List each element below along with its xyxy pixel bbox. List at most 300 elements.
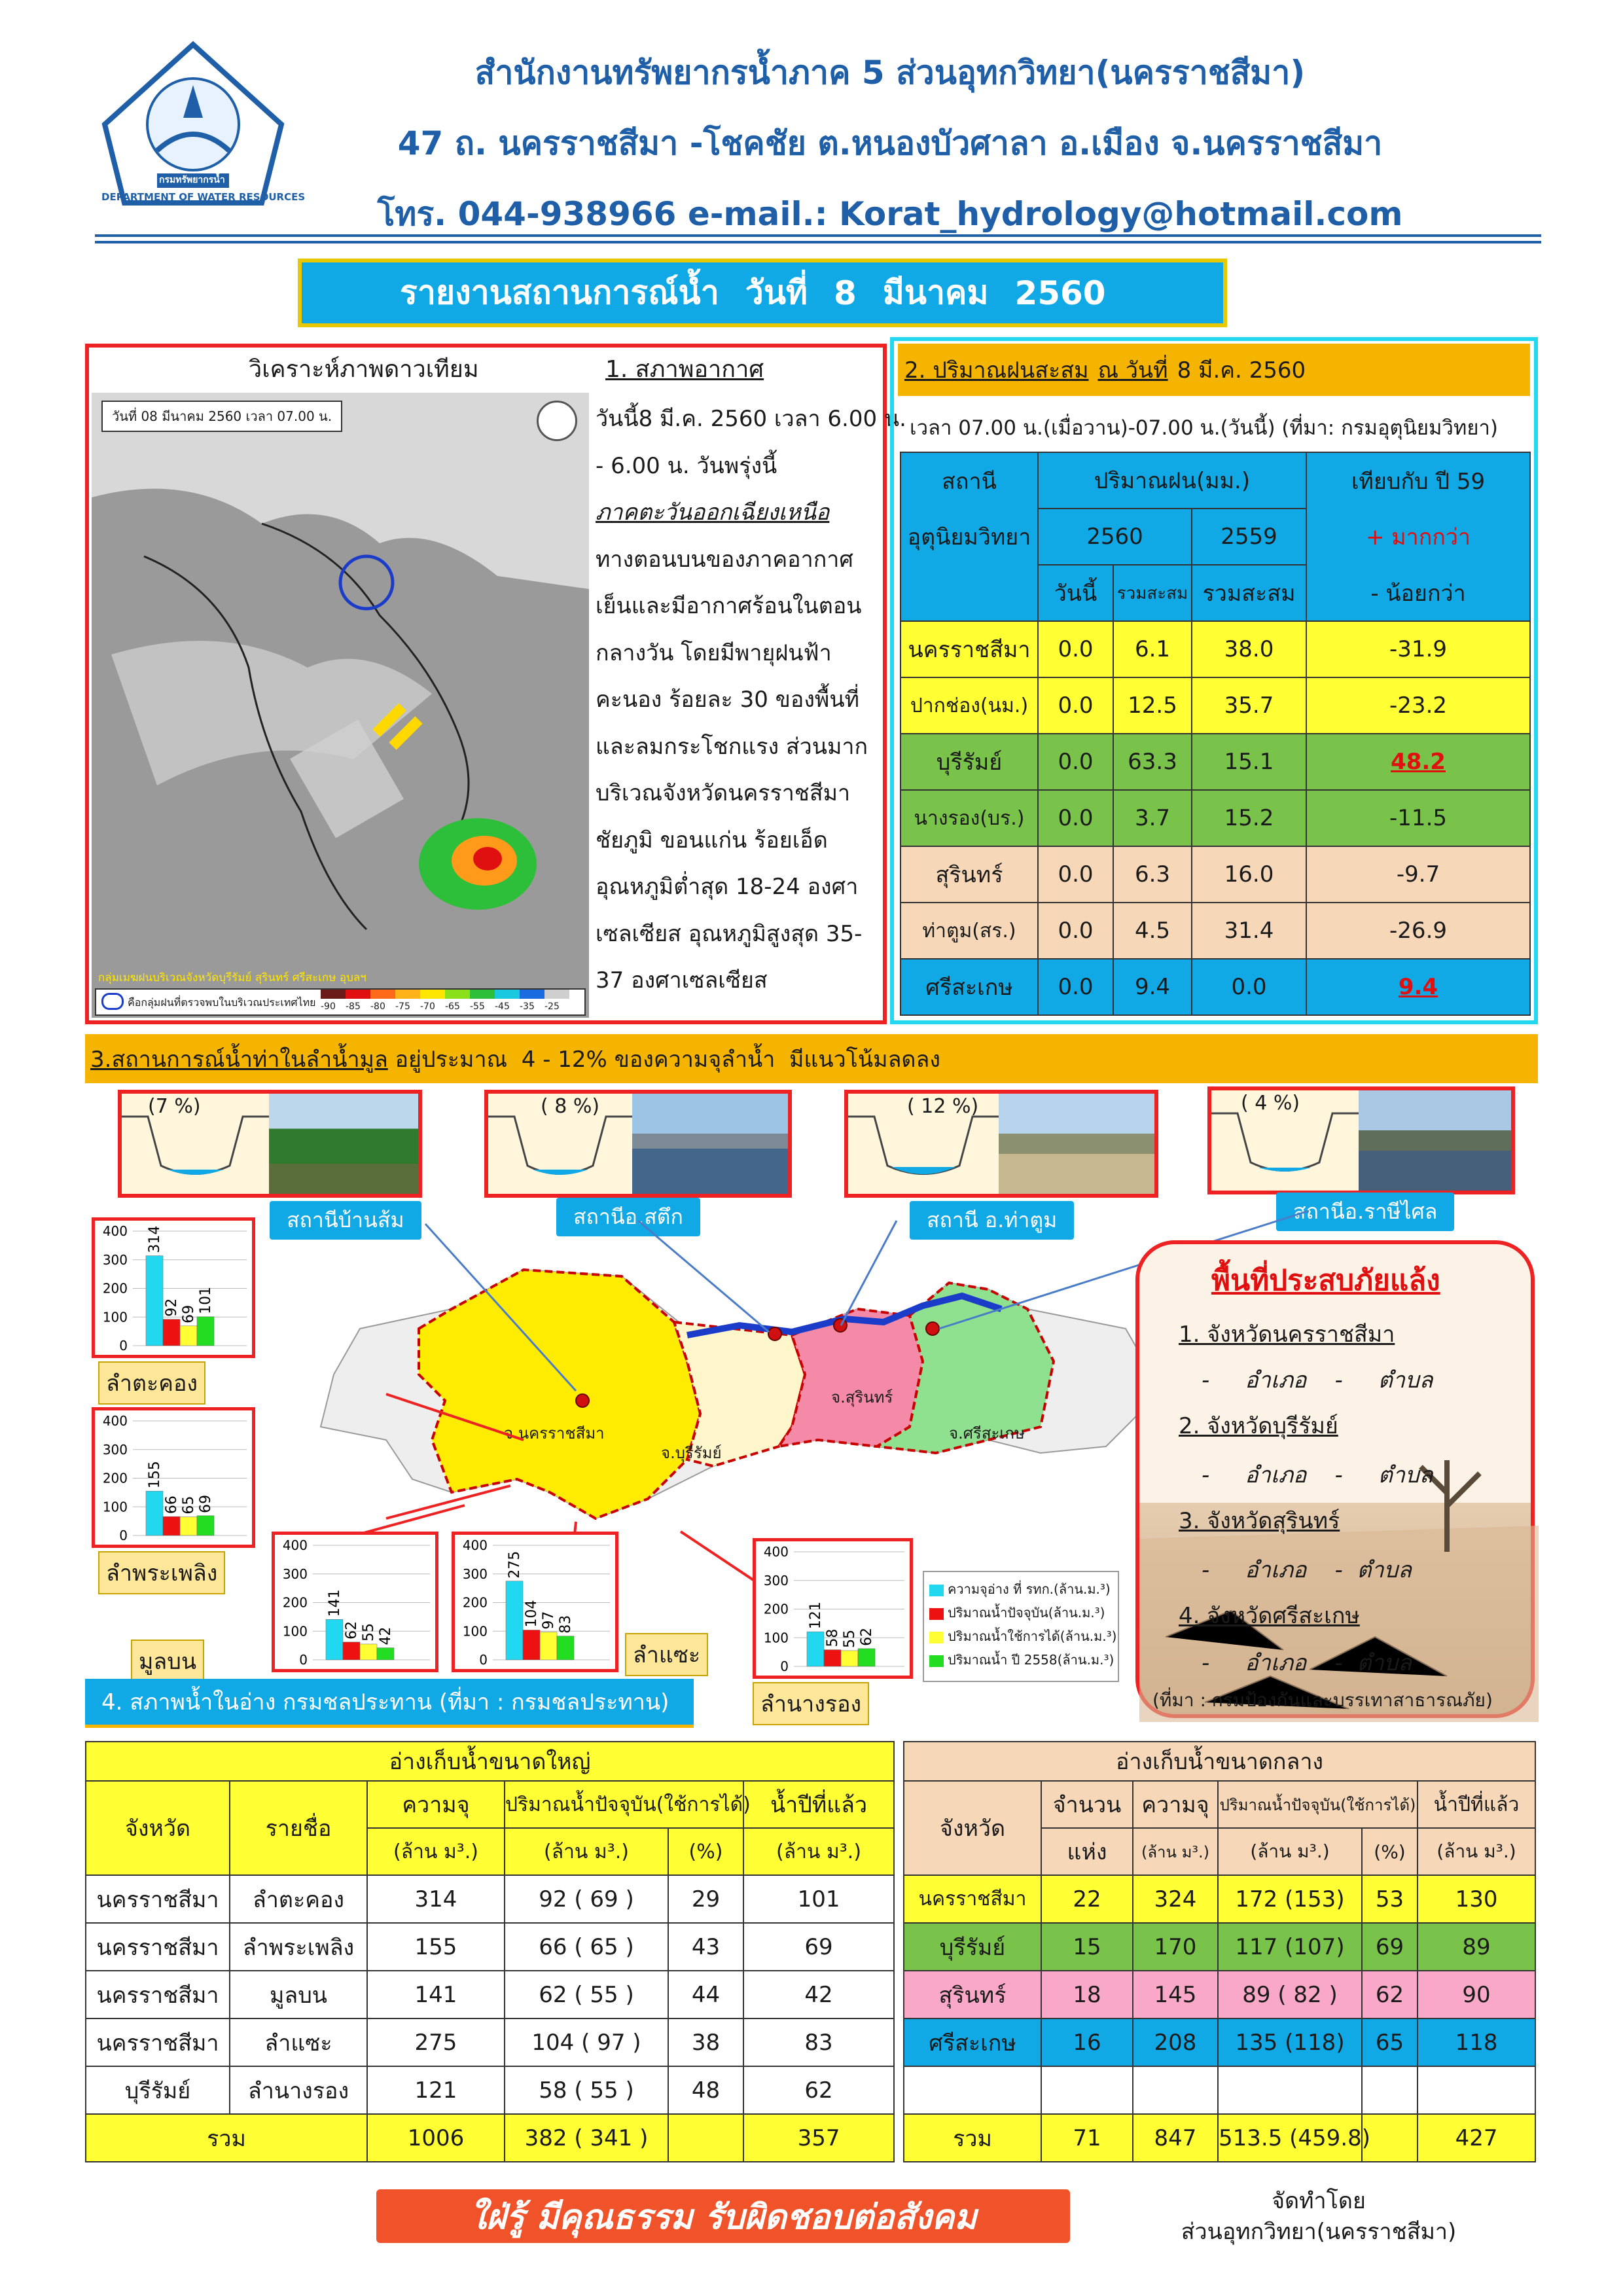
cell-usable: 55 — [590, 1981, 618, 2008]
rain-station: นครราชสีมา — [901, 621, 1038, 677]
y-tick-label: 100 — [102, 1499, 128, 1515]
weather-line: บริเวณจังหวัดนครราชสีมา — [596, 780, 851, 806]
medium-empty-row — [904, 2066, 1535, 2114]
bar-value-label: 104 — [524, 1600, 540, 1628]
legend-swatch — [929, 1655, 944, 1667]
h-less: - น้อยกว่า — [1306, 565, 1530, 621]
bar — [197, 1516, 214, 1535]
cell-last: 90 — [1418, 1971, 1535, 2018]
medium-row — [904, 1923, 1535, 1971]
y-tick-label: 0 — [780, 1659, 789, 1674]
rain-station: ปากช่อง(นม.) — [901, 677, 1038, 734]
station-name: สถานี อ.ท่าตูม — [910, 1201, 1074, 1240]
map-label: จ.สุรินทร์ — [831, 1388, 893, 1407]
h-name: รายชื่อ — [230, 1781, 367, 1875]
cell-usable: 65 — [590, 1933, 618, 1960]
large-total — [86, 2114, 894, 2162]
rain-diff: -9.7 — [1306, 846, 1530, 903]
cell-cap: 145 — [1133, 1971, 1218, 2018]
rain-today: 0.0 — [1038, 677, 1113, 734]
rain-prev: 15.2 — [1192, 790, 1306, 846]
y-tick-label: 300 — [462, 1566, 488, 1582]
rain-station: บุรีรัมย์ — [901, 734, 1038, 790]
cell-pct: 48 — [668, 2066, 743, 2114]
total-vol: 513.5 — [1219, 2125, 1283, 2151]
y-tick-label: 400 — [282, 1537, 308, 1553]
rain-today: 0.0 — [1038, 959, 1113, 1015]
rain-station: ท่าตูม(สร.) — [901, 903, 1038, 959]
total-last: 427 — [1418, 2114, 1535, 2162]
cell-name: ลำนางรอง — [230, 2066, 367, 2114]
h-prov: จังหวัด — [904, 1781, 1041, 1875]
y-tick-label: 300 — [102, 1441, 128, 1458]
total-cap: 847 — [1133, 2114, 1218, 2162]
h-station: สถานี — [901, 452, 1038, 509]
station-pct: ( 8 %) — [541, 1095, 600, 1118]
map-label: จ.บุรีรัมย์ — [661, 1444, 722, 1462]
cell-cur: 66 ( 65 ) — [505, 1923, 668, 1971]
cell-last: 89 — [1418, 1923, 1535, 1971]
h-unit: (ล้าน ม³.) — [367, 1828, 505, 1875]
cell-pct: 62 — [1362, 1971, 1418, 2018]
bar-value-label: 275 — [507, 1551, 523, 1579]
total-cur: 513.5 (459.8) — [1218, 2114, 1362, 2162]
cell-cap: 121 — [367, 2066, 505, 2114]
large-row — [86, 1875, 894, 1923]
medium-row — [904, 1971, 1535, 2018]
large-row — [86, 1923, 894, 1971]
h-more: + มากกว่า — [1306, 509, 1530, 565]
bar-chart-lamphraphloeng — [92, 1407, 255, 1548]
rain-cum: 9.4 — [1113, 959, 1192, 1015]
rain-prev: 31.4 — [1192, 903, 1306, 959]
y-tick-label: 0 — [119, 1528, 128, 1543]
cell-cur: 58 ( 55 ) — [505, 2066, 668, 2114]
cell-usable: 82 — [1293, 1981, 1322, 2008]
scale-label: -80 — [370, 1001, 385, 1012]
logo-th: กรมทรัพยากรน้ำ — [159, 175, 225, 185]
legend-label: ปริมาณน้ำปัจจุบัน(ล้าน.ม.³) — [948, 1605, 1105, 1621]
y-tick-label: 300 — [102, 1251, 128, 1268]
rain-diff: -23.2 — [1306, 677, 1530, 734]
station-pct: ( 4 %) — [1241, 1092, 1300, 1115]
empty-cell — [904, 2066, 1041, 2114]
cell-pct: 38 — [668, 2018, 743, 2066]
weather-line: 37 องศาเซลเซียส — [596, 967, 768, 994]
total-num: 71 — [1041, 2114, 1133, 2162]
bar — [146, 1491, 163, 1535]
bar-value-label: 69 — [181, 1304, 197, 1323]
map-label: จ.นครราชสีมา — [504, 1424, 605, 1443]
total-cap: 1006 — [367, 2114, 505, 2162]
rain-today: 0.0 — [1038, 734, 1113, 790]
bar-value-label: 62 — [344, 1621, 360, 1640]
cell-prov: นครราชสีมา — [86, 2018, 230, 2066]
total-vol: 382 — [524, 2125, 567, 2151]
cell-cur: 172 (153) — [1218, 1875, 1362, 1923]
rain-prev: 16.0 — [1192, 846, 1306, 903]
weather-line: ทางตอนบนของภาคอากาศ — [596, 546, 853, 573]
sat-head: วิเคราะห์ภาพดาวเทียม — [249, 356, 479, 383]
h-num2: แห่ง — [1041, 1828, 1133, 1875]
medium-res-table — [903, 1741, 1536, 2162]
cell-pct: 53 — [1362, 1875, 1418, 1923]
cell-vol: 89 — [1242, 1981, 1271, 2008]
bar-value-label: 101 — [198, 1286, 214, 1314]
rain-diff: 48.2 — [1306, 734, 1530, 790]
scale-label: -35 — [520, 1001, 535, 1012]
weather-line: เย็นและมีอากาศร้อนในตอน — [596, 593, 862, 619]
y-tick-label: 200 — [102, 1470, 128, 1486]
bar-value-label: 55 — [842, 1629, 858, 1648]
cell-num: 15 — [1041, 1923, 1133, 1971]
h-cum2: รวมสะสม — [1192, 565, 1306, 621]
total-usable: 459.8 — [1298, 2125, 1362, 2151]
bar-value-label: 314 — [147, 1225, 163, 1253]
bar — [163, 1319, 180, 1346]
h-last: น้ำปีที่แล้ว — [1418, 1781, 1535, 1828]
bar-value-label: 42 — [378, 1626, 394, 1645]
medium-total — [904, 2114, 1535, 2162]
scale-label: -75 — [395, 1001, 410, 1012]
total-label: รวม — [86, 2114, 367, 2162]
title-e: 2560 — [1014, 274, 1106, 312]
rain-head-c: 8 มี.ค. 2560 — [1177, 357, 1306, 384]
legend-item — [929, 1648, 1113, 1672]
large-title: อ่างเก็บน้ำขนาดใหญ่ — [86, 1742, 894, 1781]
rain-prev: 35.7 — [1192, 677, 1306, 734]
drought-box — [1135, 1240, 1535, 1718]
cell-usable: 153 — [1293, 1886, 1336, 1912]
bar — [841, 1651, 858, 1666]
y-tick-label: 200 — [282, 1594, 308, 1611]
rain-cum: 12.5 — [1113, 677, 1192, 734]
rain-head-a: 2. ปริมาณฝนสะสม — [904, 357, 1089, 384]
bar-value-label: 69 — [198, 1494, 214, 1513]
large-row — [86, 2018, 894, 2066]
rain-cum: 3.7 — [1113, 790, 1192, 846]
cell-name: มูลบน — [230, 1971, 367, 2018]
rain-prev: 15.1 — [1192, 734, 1306, 790]
chart-label: มูลบน — [131, 1640, 204, 1683]
cell-last: 101 — [743, 1875, 894, 1923]
cell-cap: 208 — [1133, 2018, 1218, 2066]
station-pct: (7 %) — [148, 1095, 201, 1118]
cell-vol: 104 — [531, 2029, 575, 2056]
cell-vol: 135 — [1235, 2029, 1278, 2056]
cell-name: ลำแซะ — [230, 2018, 367, 2066]
h-prov: จังหวัด — [86, 1781, 230, 1875]
h-unit: (ล้าน ม³.) — [743, 1828, 894, 1875]
weather-line: กลางวัน โดยมีพายุฝนฟ้า — [596, 639, 832, 666]
bar-value-label: 62 — [859, 1627, 875, 1646]
station-name: สถานีบ้านส้ม — [270, 1201, 421, 1240]
legend-swatch — [929, 1632, 944, 1643]
bar-value-label: 66 — [164, 1496, 180, 1515]
drought-sub: - อำเภอ - ตำบล — [1202, 1557, 1412, 1583]
legend-swatch — [929, 1608, 944, 1620]
rain-station: ศรีสะเกษ — [901, 959, 1038, 1015]
y-tick-label: 400 — [462, 1537, 488, 1553]
drought-sub: - อำเภอ - ตำบล — [1202, 1367, 1433, 1393]
y-tick-label: 0 — [119, 1338, 128, 1354]
cell-cap: 275 — [367, 2018, 505, 2066]
weather-line: เซลเซียส อุณหภูมิสูงสุด 35- — [596, 920, 863, 947]
bar-value-label: 121 — [808, 1602, 824, 1630]
cell-pct: 43 — [668, 1923, 743, 1971]
scale-label: -65 — [445, 1001, 460, 1012]
cell-pct: 29 — [668, 1875, 743, 1923]
chart-label: ลำตะคอง — [98, 1361, 205, 1405]
chart-label: ลำพระเพลิง — [98, 1551, 225, 1594]
cell-cur: 135 (118) — [1218, 2018, 1362, 2066]
cell-prov: บุรีรัมย์ — [86, 2066, 230, 2114]
drought-src: (ที่มา : กรมป้องกันและบรรเทาสาธารณภัย) — [1152, 1689, 1493, 1711]
legend-item — [929, 1601, 1113, 1624]
cell-vol: 62 — [539, 1981, 567, 2008]
chart-label: ลำแซะ — [625, 1633, 708, 1676]
bar — [180, 1326, 197, 1346]
station-pct: ( 12 %) — [907, 1095, 979, 1118]
empty-cell — [1362, 2066, 1418, 2114]
large-row — [86, 2066, 894, 2114]
cell-usable: 69 — [590, 1886, 618, 1912]
prepared-by: จัดทำโดย — [1272, 2188, 1366, 2214]
cell-vol: 117 — [1235, 1933, 1278, 1960]
total-last: 357 — [743, 2114, 894, 2162]
empty-cell — [1041, 2066, 1133, 2114]
sat-caption: กลุ่มเมฆฝนบริเวณจังหวัดบุรีรัมย์ สุรินทร์ ศรีสะเกษ อุบลฯ — [98, 971, 366, 984]
h-unit: (ล้าน ม³.) — [505, 1828, 668, 1875]
cell-last: 62 — [743, 2066, 894, 2114]
h-amount: ปริมาณฝน(มม.) — [1038, 452, 1306, 509]
legend-item — [929, 1577, 1113, 1601]
cell-vol: 172 — [1235, 1886, 1278, 1912]
bar — [824, 1650, 841, 1666]
y-tick-label: 400 — [102, 1223, 128, 1239]
rain-diff: -26.9 — [1306, 903, 1530, 959]
h-unit: (%) — [1362, 1828, 1418, 1875]
rain-today: 0.0 — [1038, 621, 1113, 677]
legend-item — [929, 1624, 1117, 1648]
rain-station: สุรินทร์ — [901, 846, 1038, 903]
cell-num: 16 — [1041, 2018, 1133, 2066]
title-b: วันที่ — [745, 274, 808, 312]
h-cap: ความจุ — [1133, 1781, 1218, 1828]
cell-prov: บุรีรัมย์ — [904, 1923, 1041, 1971]
cell-num: 18 — [1041, 1971, 1133, 2018]
cell-name: ลำพระเพลิง — [230, 1923, 367, 1971]
rain-diff: -31.9 — [1306, 621, 1530, 677]
y-tick-label: 400 — [102, 1413, 128, 1429]
weather-line: คะนอง ร้อยละ 30 ของพื้นที่ — [596, 687, 859, 713]
title-c: 8 — [834, 274, 857, 312]
rain-today: 0.0 — [1038, 790, 1113, 846]
scale-label: -55 — [470, 1001, 485, 1012]
rain-sub: เวลา 07.00 น.(เมื่อวาน)-07.00 น.(วันนี้) (ที่มา: กรมอุตุนิยมวิทยา) — [910, 416, 1498, 440]
empty-cell — [1133, 2066, 1218, 2114]
header-line3: โทร. 044-938966 e-mail.: Korat_hydrology@hotmail.com — [377, 195, 1403, 233]
logo-text: DEPARTMENT OF WATER RESOURCES — [101, 191, 306, 203]
bar-chart-lamnangrong — [753, 1538, 913, 1679]
bar-value-label: 58 — [825, 1628, 841, 1647]
y-tick-label: 100 — [102, 1309, 128, 1325]
cell-last: 69 — [743, 1923, 894, 1971]
cell-cur: 62 ( 55 ) — [505, 1971, 668, 2018]
legend-label: ปริมาณน้ำใช้การได้(ล้าน.ม.³) — [948, 1628, 1117, 1644]
scale-label: -85 — [346, 1001, 361, 1012]
rain-cum: 6.3 — [1113, 846, 1192, 903]
cell-cur: 89 ( 82 ) — [1218, 1971, 1362, 2018]
cell-prov: นครราชสีมา — [86, 1971, 230, 2018]
scale-label: -45 — [495, 1001, 510, 1012]
res-head: 4. สภาพน้ำในอ่าง กรมชลประทาน (ที่มา : กรมชลประทาน) — [85, 1679, 694, 1728]
drought-sub: - อำเภอ - ตำบล — [1202, 1462, 1433, 1488]
sat-legend-title: คือกลุ่มฝนที่ตรวจพบในบริเวณประเทศไทย — [128, 996, 316, 1009]
h-y1: 2560 — [1038, 509, 1192, 565]
bar — [163, 1516, 180, 1535]
sat-date: วันที่ 08 มีนาคม 2560 เวลา 07.00 น. — [101, 401, 342, 432]
total-label: รวม — [904, 2114, 1041, 2162]
h-compare: เทียบกับ ปี 59 — [1306, 452, 1530, 509]
bar — [377, 1648, 394, 1660]
bar — [807, 1632, 824, 1666]
legend-label: ความจุอ่าง ที่ รทก.(ล้าน.ม.³) — [948, 1581, 1111, 1597]
map-label: จ.ศรีสะเกษ — [949, 1424, 1025, 1443]
river-head-a: 3.สถานการณ์น้ำท่าในลำน้ำมูล — [90, 1046, 388, 1073]
bar — [343, 1642, 360, 1660]
cell-prov: นครราชสีมา — [904, 1875, 1041, 1923]
drought-prov: 1. จังหวัดนครราชสีมา — [1179, 1321, 1395, 1348]
cell-vol: 58 — [539, 2077, 567, 2104]
cell-last: 118 — [1418, 2018, 1535, 2066]
cell-pct: 65 — [1362, 2018, 1418, 2066]
drought-title: พื้นที่ประสบภัยแล้ง — [1211, 1264, 1440, 1297]
rain-diff: -11.5 — [1306, 790, 1530, 846]
prepared-by-org: ส่วนอุทกวิทยา(นครราชสีมา) — [1181, 2219, 1457, 2245]
cell-cap: 314 — [367, 1875, 505, 1923]
cell-prov: ศรีสะเกษ — [904, 2018, 1041, 2066]
y-tick-label: 200 — [102, 1280, 128, 1297]
weather-line: ภาคตะวันออกเฉียงเหนือ — [596, 499, 830, 526]
cell-last: 83 — [743, 2018, 894, 2066]
cell-pct: 44 — [668, 1971, 743, 2018]
rain-prev: 0.0 — [1192, 959, 1306, 1015]
h-unit: (ล้าน ม³.) — [1218, 1828, 1362, 1875]
scale-label: -90 — [321, 1001, 336, 1012]
legend-swatch — [929, 1585, 944, 1596]
large-res-table — [85, 1741, 895, 2162]
h-cur: ปริมาณน้ำปัจจุบัน(ใช้การได้) — [505, 1781, 743, 1828]
bar-value-label: 92 — [164, 1298, 180, 1317]
weather-line: อุณหภูมิต่ำสุด 18-24 องศา — [596, 874, 859, 900]
y-tick-label: 100 — [462, 1623, 488, 1640]
total-pct — [668, 2114, 743, 2162]
river-head-b: อยู่ประมาณ 4 - 12% ของความจุลำน้ำ มีแนวโน้มลดลง — [387, 1046, 940, 1073]
bar-value-label: 83 — [558, 1615, 574, 1634]
weather-line: และลมกระโชกแรง ส่วนมาก — [596, 733, 868, 760]
cell-cur: 104 ( 97 ) — [505, 2018, 668, 2066]
y-tick-label: 100 — [282, 1623, 308, 1640]
empty-cell — [1218, 2066, 1362, 2114]
bar — [197, 1317, 214, 1346]
title-d: มีนาคม — [882, 274, 989, 312]
bar-value-label: 65 — [181, 1496, 197, 1515]
bar-chart-lamsae — [452, 1532, 618, 1672]
y-tick-label: 0 — [479, 1652, 488, 1668]
bar — [360, 1644, 377, 1660]
empty-cell — [1418, 2066, 1535, 2114]
header-line2: 47 ถ. นครราชสีมา -โชคชัย ต.หนองบัวศาลา อ.เมือง จ.นครราชสีมา — [397, 124, 1383, 162]
h-cum: รวมสะสม — [1113, 565, 1192, 621]
cell-name: ลำตะคอง — [230, 1875, 367, 1923]
h-cur: ปริมาณน้ำปัจจุบัน(ใช้การได้) — [1218, 1781, 1418, 1828]
cell-cur: 92 ( 69 ) — [505, 1875, 668, 1923]
cell-cap: 141 — [367, 1971, 505, 2018]
rain-cum: 63.3 — [1113, 734, 1192, 790]
rain-head-b: ณ วันที่ — [1097, 357, 1168, 384]
drought-prov: 3. จังหวัดสุรินทร์ — [1179, 1508, 1340, 1534]
cell-num: 22 — [1041, 1875, 1133, 1923]
cell-prov: สุรินทร์ — [904, 1971, 1041, 2018]
drought-sub: - อำเภอ - ตำบล — [1202, 1650, 1412, 1676]
cell-usable: 107 — [1293, 1933, 1336, 1960]
cell-vol: 66 — [539, 1933, 567, 1960]
bar-value-label: 97 — [541, 1611, 557, 1630]
bar-value-label: 141 — [327, 1589, 343, 1617]
bar-value-label: 155 — [147, 1461, 163, 1489]
title-a: รายงานสถานการณ์น้ำ — [400, 274, 719, 312]
bar — [506, 1581, 523, 1660]
h-unit: (%) — [668, 1828, 743, 1875]
bar-chart-moonbon — [272, 1532, 438, 1672]
bar-chart-lamtakong — [92, 1217, 255, 1358]
weather-line: วันนี้8 มี.ค. 2560 เวลา 6.00 น. — [596, 406, 906, 432]
bar-value-label: 55 — [361, 1623, 377, 1641]
cell-usable: 97 — [597, 2029, 626, 2056]
cell-cap: 324 — [1133, 1875, 1218, 1923]
h-unit: (ล้าน ม³.) — [1133, 1828, 1218, 1875]
total-cur: 382 ( 341 ) — [505, 2114, 668, 2162]
y-tick-label: 200 — [462, 1594, 488, 1611]
weather-line: - 6.00 น. วันพรุ่งนี้ — [596, 452, 777, 479]
scale-label: -25 — [544, 1001, 560, 1012]
cell-last: 42 — [743, 1971, 894, 2018]
cell-usable: 55 — [590, 2077, 618, 2104]
cell-cap: 170 — [1133, 1923, 1218, 1971]
header-line1: สำนักงานทรัพยากรน้ำภาค 5 ส่วนอุทกวิทยา(นครราชสีมา) — [474, 54, 1306, 92]
h-y2: 2559 — [1192, 509, 1306, 565]
h-num: จำนวน — [1041, 1781, 1133, 1828]
y-tick-label: 300 — [763, 1572, 789, 1588]
h-unit: (ล้าน ม³.) — [1418, 1828, 1535, 1875]
bar — [540, 1632, 557, 1660]
rain-today: 0.0 — [1038, 846, 1113, 903]
bar — [180, 1517, 197, 1535]
y-tick-label: 100 — [763, 1630, 789, 1646]
chart-label: ลำนางรอง — [753, 1682, 869, 1725]
legend-label: ปริมาณน้ำ ปี 2558(ล้าน.ม.³) — [948, 1652, 1115, 1668]
medium-row — [904, 2018, 1535, 2066]
bar — [858, 1649, 875, 1666]
bar — [326, 1619, 343, 1660]
y-tick-label: 0 — [299, 1652, 308, 1668]
bar — [523, 1630, 540, 1660]
cell-cap: 155 — [367, 1923, 505, 1971]
h-last: น้ำปีที่แล้ว — [743, 1781, 894, 1828]
h-station2: อุตุนิยมวิทยา — [901, 509, 1038, 565]
cell-cur: 117 (107) — [1218, 1923, 1362, 1971]
